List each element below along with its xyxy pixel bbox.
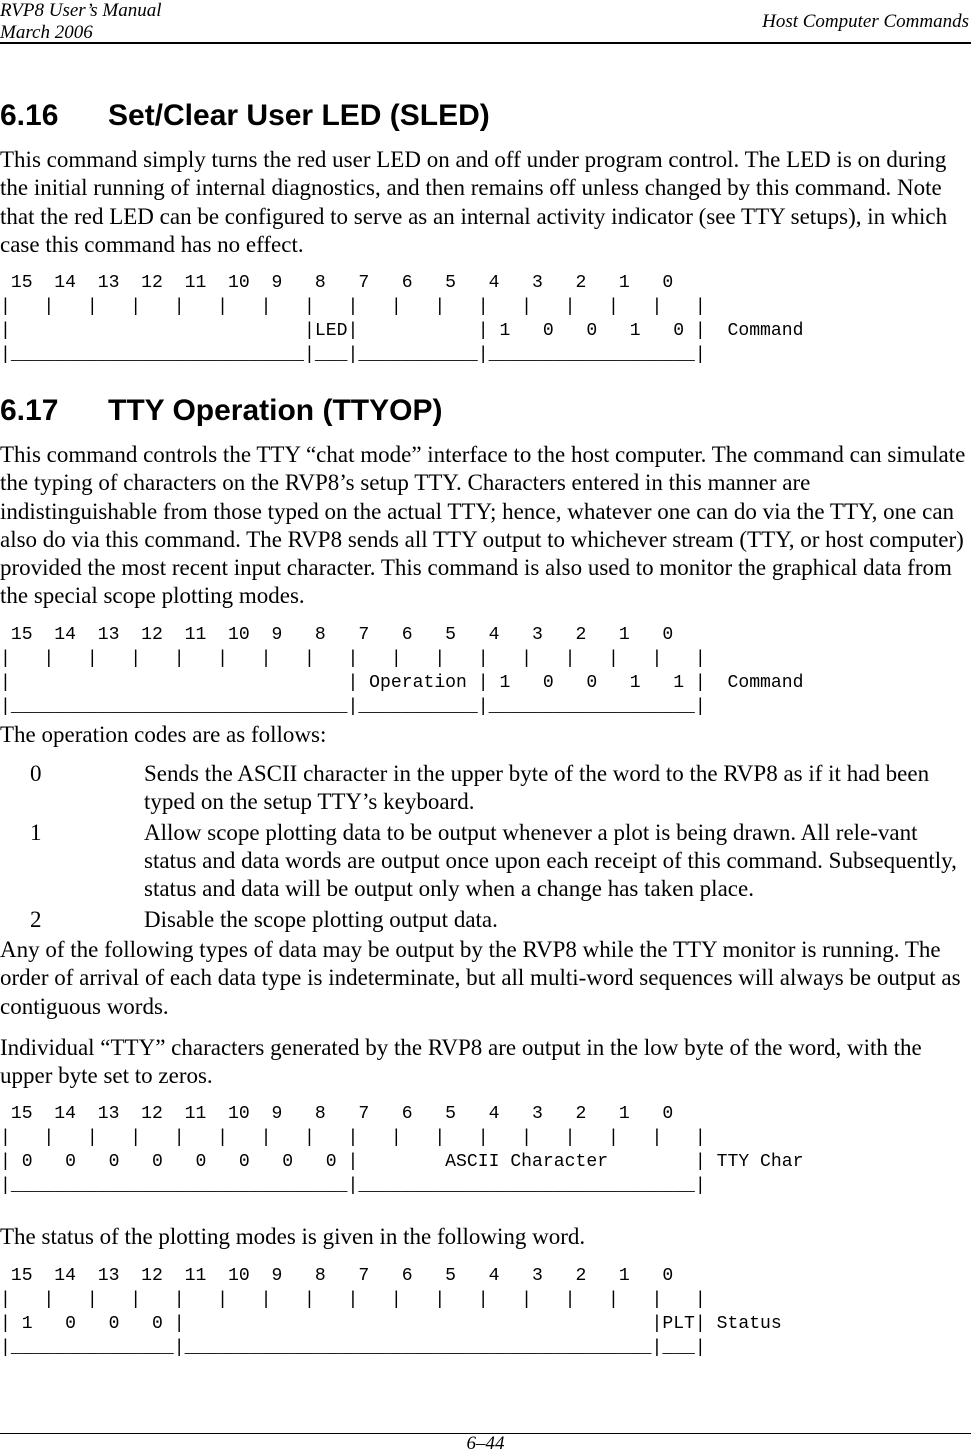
manual-date: March 2006 xyxy=(0,22,93,43)
operation-description: Disable the scope plotting output data. xyxy=(144,907,498,932)
section-number: 6.16 xyxy=(0,99,59,132)
section-heading-sled xyxy=(0,99,490,133)
list-item xyxy=(0,760,971,816)
chapter-title: Host Computer Commands xyxy=(762,11,969,32)
ttyop-bit-diagram: 15 14 13 12 11 10 9 8 7 6 5 4 3 2 1 0 | | | | | | | | | | | | | | | | | | | Operation | 1 0 0 1 1 | Command |_______________________________|___________|___________________| xyxy=(0,625,804,717)
operation-code: 0 xyxy=(30,761,42,786)
page-number: 6–44 xyxy=(466,1433,505,1454)
status-bit-diagram: 15 14 13 12 11 10 9 8 7 6 5 4 3 2 1 0 | | | | | | | | | | | | | | | | | | 1 0 0 0 | |PLT| Status |_______________|___________________________________________|___| xyxy=(0,1266,782,1358)
operation-codes-intro: The operation codes are as follows: xyxy=(0,722,327,747)
list-item xyxy=(0,819,971,903)
operation-codes-list xyxy=(0,760,971,934)
output-types-paragraph: Any of the following types of data may be output by the RVP8 while the TTY monitor is running. The order of arrival of each data type is indeterminate, but all multi-word sequences will always be output as contiguous words. xyxy=(0,937,961,1019)
section-title: Set/Clear User LED (SLED) xyxy=(108,99,490,132)
tty-chars-paragraph: Individual “TTY” characters generated by the RVP8 are output in the low byte of the word, with the upper byte set to zeros. xyxy=(0,1035,922,1089)
operation-description: Sends the ASCII character in the upper byte of the word to the RVP8 as if it had been typed on the setup TTY’s keyboard. xyxy=(144,761,930,814)
manual-title: RVP8 User’s Manual xyxy=(0,0,162,21)
running-header-left xyxy=(0,0,162,44)
status-paragraph: The status of the plotting modes is given in the following word. xyxy=(0,1224,586,1249)
section-number: 6.17 xyxy=(0,394,59,427)
section-heading-ttyop xyxy=(0,394,442,428)
operation-description: Allow scope plotting data to be output whenever a plot is being drawn. All rele-vant status and data words are output once upon each receipt of this command. Subsequently, status and data will be output only when a change has taken place. xyxy=(144,820,957,901)
section-title: TTY Operation (TTYOP) xyxy=(108,394,443,427)
list-item xyxy=(0,906,971,934)
operation-code: 2 xyxy=(30,907,42,932)
operation-code: 1 xyxy=(30,820,42,845)
sled-bit-diagram: 15 14 13 12 11 10 9 8 7 6 5 4 3 2 1 0 | | | | | | | | | | | | | | | | | | |LED| | 1 0 0 1 0 | Command |___________________________|___|___________|___________________| xyxy=(0,273,804,365)
sled-description: This command simply turns the red user LED on and off under program control. The LED is on during the initial running of internal diagnostics, and then remains off unless changed by this command. Note that the red LED can be configured to serve as an internal activity indicator (see TTY setups), in which case this command has no effect. xyxy=(0,147,948,257)
ttyop-description: This command controls the TTY “chat mode” interface to the host computer. The command can simulate the typing of characters on the RVP8’s setup TTY. Characters entered in this manner are indistinguishable from those typed on the actual TTY; hence, whatever one can do via the TTY, one can also do via this command. The RVP8 sends all TTY output to whichever stream (TTY, or host computer) provided the most recent input character. This command is also used to monitor the graphical data from the special scope plotting modes. xyxy=(0,442,966,609)
header-rule xyxy=(0,42,971,44)
tty-char-bit-diagram: 15 14 13 12 11 10 9 8 7 6 5 4 3 2 1 0 | | | | | | | | | | | | | | | | | | 0 0 0 0 0 0 0 0 | ASCII Character | TTY Char |_______________________________|_______________________________| xyxy=(0,1104,804,1196)
